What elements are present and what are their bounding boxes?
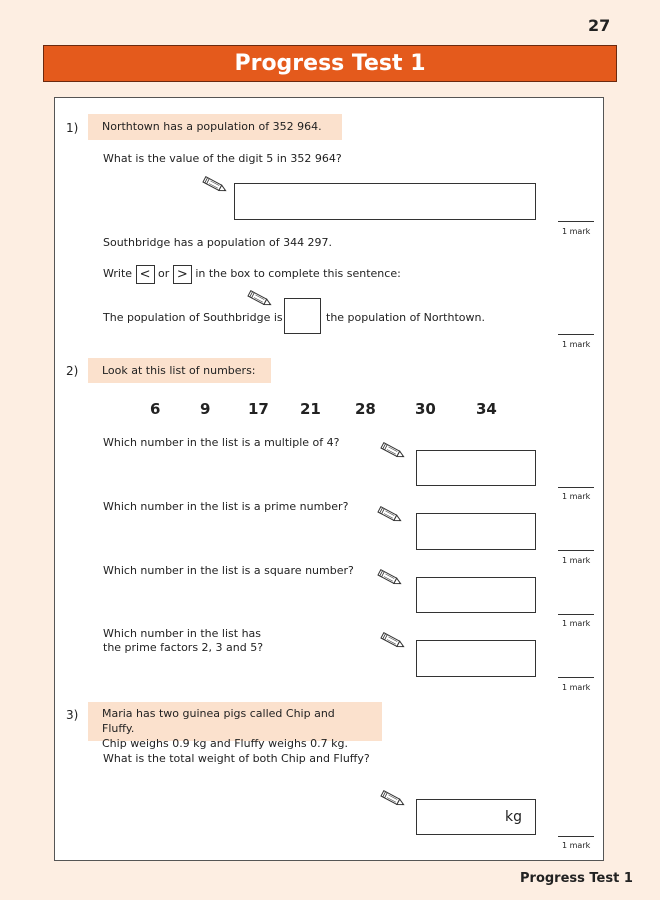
question-3-intro-line2: Chip weighs 0.9 kg and Fluffy weighs 0.7 kg. [102,737,349,750]
question-1a-answer-box[interactable] [234,183,536,220]
unit-label: kg [505,809,522,825]
mark-label: 1 mark [562,340,591,349]
pencil-icon [378,790,408,808]
pencil-icon [200,176,230,194]
mark-line [558,487,594,488]
mark-line [558,677,594,678]
pencil-icon [375,506,405,524]
mark-line [558,550,594,551]
question-3-text: What is the total weight of both Chip and Fluffy? [103,752,370,765]
question-3-number: 3) [66,708,79,722]
question-2b-answer-box[interactable] [416,513,536,550]
mark-label: 1 mark [562,683,591,692]
mark-line [558,836,594,837]
question-2a-answer-box[interactable] [416,450,536,486]
number-list-item: 6 [150,400,161,418]
question-3-intro [88,702,382,750]
question-2c-answer-box[interactable] [416,577,536,613]
mark-label: 1 mark [562,556,591,565]
number-list-item: 9 [200,400,211,418]
mark-label: 1 mark [562,841,591,850]
number-list-item: 28 [355,400,376,418]
pencil-icon [378,632,408,650]
question-2d-text-line2: the prime factors 2, 3 and 5? [103,641,264,654]
question-3-answer-box[interactable] [416,799,536,835]
less-than-symbol: < [136,265,155,284]
question-2-number: 2) [66,364,79,378]
page-title: Progress Test 1 [43,45,617,82]
question-2b-text: Which number in the list is a prime number? [103,500,349,513]
footer-title: Progress Test 1 [520,871,633,886]
question-1a-text: What is the value of the digit 5 in 352 964? [103,152,342,165]
write-prefix: Write [103,267,133,280]
question-2c-text: Which number in the list is a square number? [103,564,354,577]
or-text: or [158,267,170,280]
question-1b-answer-box[interactable] [284,298,321,334]
question-1b-sentence-right: the population of Northtown. [326,311,485,324]
write-suffix: in the box to complete this sentence: [195,267,401,280]
question-1b-sentence-left: The population of Southbridge is [103,311,283,324]
mark-label: 1 mark [562,619,591,628]
number-list-item: 30 [415,400,436,418]
mark-label: 1 mark [562,492,591,501]
mark-label: 1 mark [562,227,591,236]
number-list-item: 17 [248,400,269,418]
greater-than-symbol: > [173,265,192,284]
question-1b-statement: Southbridge has a population of 344 297. [103,236,333,249]
page-number: 27 [588,16,611,35]
mark-line [558,334,594,335]
number-list-item: 21 [300,400,321,418]
question-1-number: 1) [66,121,79,135]
mark-line [558,221,594,222]
question-2-intro: Look at this list of numbers: [88,358,271,383]
question-1-intro: Northtown has a population of 352 964. [88,114,342,140]
question-2a-text: Which number in the list is a multiple of 4? [103,436,340,449]
pencil-icon [375,569,405,587]
number-list-item: 34 [476,400,497,418]
question-3-intro-line1: Maria has two guinea pigs called Chip and Fluffy. [102,707,335,735]
mark-line [558,614,594,615]
question-1b-instruction [103,264,401,284]
pencil-icon [378,442,408,460]
question-2d-answer-box[interactable] [416,640,536,677]
question-2d-text-line1: Which number in the list has [103,627,262,640]
pencil-icon [245,290,275,308]
